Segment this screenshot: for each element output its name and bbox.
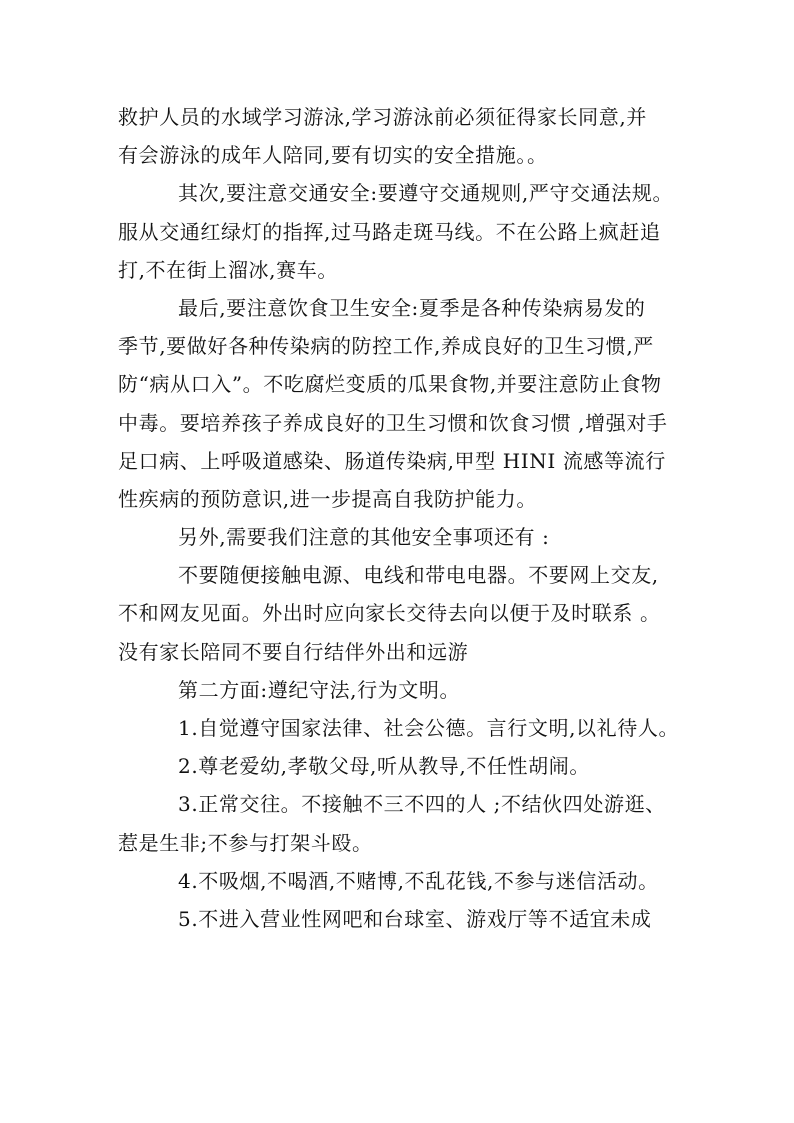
text-line: 季节,要做好各种传染病的防控工作,养成良好的卫生习惯,严: [118, 334, 654, 359]
text-line: 不要随便接触电源、电线和带电电器。不要网上交友,: [178, 563, 659, 588]
text-line: 打,不在街上溜冰,赛车。: [118, 257, 338, 282]
text-line: 足口病、上呼吸道感染、肠道传染病,甲型 HINI 流感等流行: [118, 448, 666, 473]
list-item: 5.不进入营业性网吧和台球室、游戏厅等不适宜未成: [178, 906, 652, 931]
list-item: 3.正常交往。不接触不三不四的人 ;不结伙四处游逛、: [178, 792, 666, 817]
section-heading: 第二方面:遵纪守法,行为文明。: [178, 677, 461, 702]
text-line: 有会游泳的成年人陪同,要有切实的安全措施。。: [118, 143, 548, 168]
text-line: 服从交通红绿灯的指挥,过马路走斑马线。不在公路上疯赶追: [118, 219, 661, 244]
text-line: 性疾病的预防意识,进一步提高自我防护能力。: [118, 486, 537, 511]
text-line: 救护人员的水域学习游泳,学习游泳前必须征得家长同意,并: [118, 105, 647, 129]
text-line: 最后,要注意饮食卫生安全:夏季是各种传染病易发的: [178, 295, 646, 320]
text-line: 不和网友见面。外出时应向家长交待去向以便于及时联系 。: [118, 601, 661, 626]
list-item: 2.尊老爱幼,孝敬父母,听从教导,不任性胡闹。: [178, 754, 590, 779]
list-item: 4.不吸烟,不喝酒,不赌博,不乱花钱,不参与迷信活动。: [178, 868, 659, 893]
document-body: [118, 98, 683, 938]
text-line: 另外,需要我们注意的其他安全事项还有 :: [178, 525, 550, 550]
text-line: 防“病从口入”。不吃腐烂变质的瓜果食物,并要注意防止食物: [118, 372, 662, 397]
text-line: 没有家长陪同不要自行结伴外出和远游: [118, 639, 469, 664]
text-line: 惹是生非;不参与打架斗殴。: [118, 830, 373, 855]
list-item: 1.自觉遵守国家法律、社会公德。言行文明,以礼待人。: [178, 716, 680, 740]
text-line: 中毒。要培养孩子养成良好的卫生习惯和饮食习惯 ,增强对手: [118, 410, 668, 435]
text-line: 其次,要注意交通安全:要遵守交通规则,严守交通法规。: [178, 181, 674, 206]
